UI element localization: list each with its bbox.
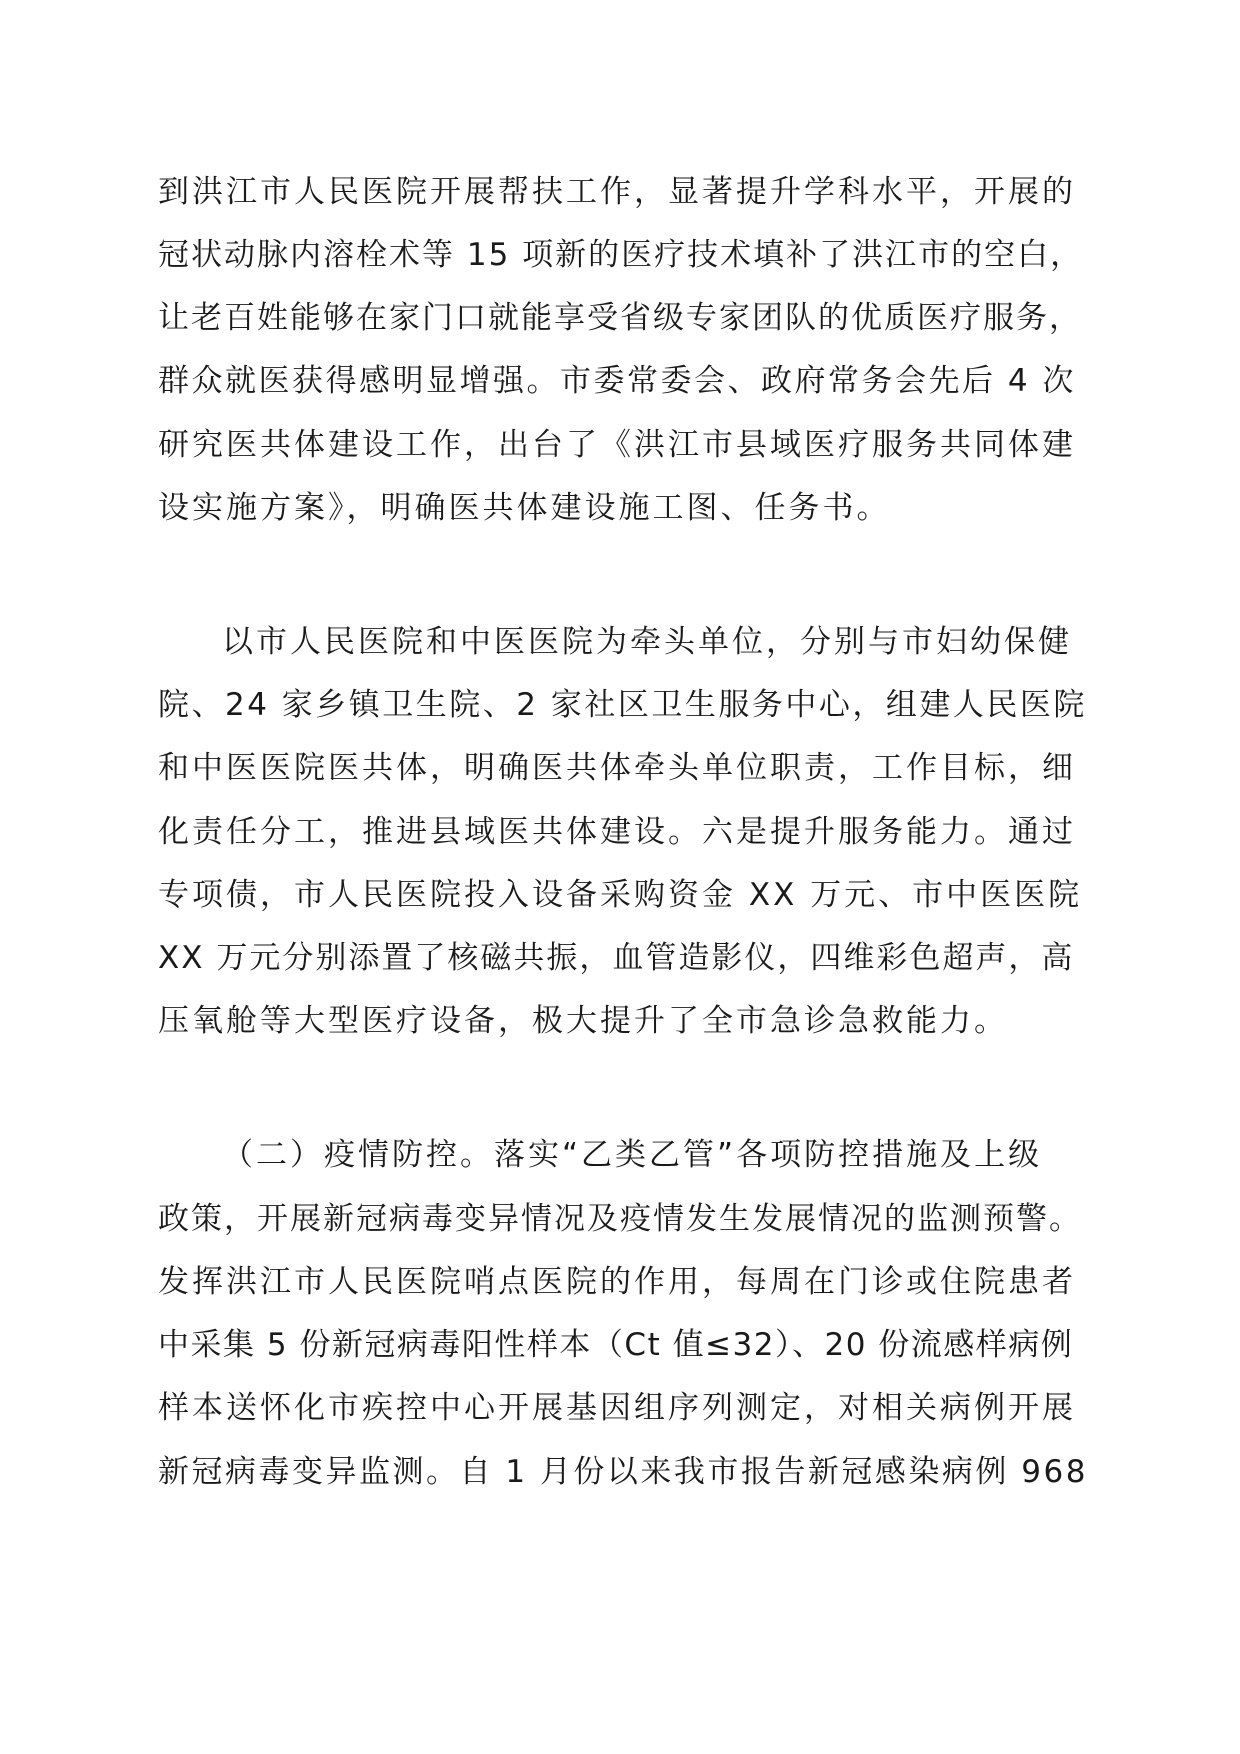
- paragraph-3-line-2: 政策，开展新冠病毒变异情况及疫情发生发展情况的监测预警。: [158, 1201, 1082, 1237]
- paragraph-3-line-6: 新冠病毒变异监测。自 1 月份以来我市报告新冠感染病例 968: [158, 1454, 1088, 1490]
- paragraph-2-line-2: 院、24 家乡镇卫生院、2 家社区卫生服务中心，组建人民医院: [158, 687, 1087, 723]
- paragraph-2-line-7: 压氧舱等大型医疗设备，极大提升了全市急诊急救能力。: [158, 1003, 1008, 1039]
- paragraph-1-line-5: 研究医共体建设工作，出台了《洪江市县域医疗服务共同体建: [158, 427, 1076, 463]
- paragraph-1-line-4: 群众就医获得感明显增强。市委常委会、政府常务会先后 4 次: [158, 363, 1076, 399]
- paragraph-2-line-4: 化责任分工，推进县域医共体建设。六是提升服务能力。通过: [158, 814, 1076, 850]
- paragraph-1-line-6: 设实施方案》，明确医共体建设施工图、任务书。: [158, 490, 891, 526]
- paragraph-1-line-2: 冠状动脉内溶栓术等 15 项新的医疗技术填补了洪江市的空白，: [158, 237, 1084, 273]
- paragraph-2-line-1: 以市人民医院和中医医院为牵头单位，分别与市妇幼保健: [222, 624, 1072, 660]
- paragraph-3-line-4: 中采集 5 份新冠病毒阳性样本（Ct 值≤32）、20 份流感样病例: [158, 1327, 1074, 1363]
- paragraph-2-line-6: XX 万元分别添置了核磁共振，血管造影仪，四维彩色超声，高: [158, 940, 1075, 976]
- paragraph-1-line-3: 让老百姓能够在家门口就能享受省级专家团队的优质医疗服务，: [158, 300, 1082, 336]
- paragraph-3-line-3: 发挥洪江市人民医院哨点医院的作用，每周在门诊或住院患者: [158, 1264, 1076, 1300]
- paragraph-3-line-1: （二）疫情防控。落实“乙类乙管”各项防控措施及上级: [222, 1137, 1043, 1173]
- paragraph-2-line-5: 专项债，市人民医院投入设备采购资金 XX 万元、市中医医院: [158, 877, 1083, 913]
- paragraph-2-line-3: 和中医医院医共体，明确医共体牵头单位职责，工作目标，细: [158, 750, 1076, 786]
- paragraph-3-line-5: 样本送怀化市疾控中心开展基因组序列测定，对相关病例开展: [158, 1390, 1076, 1426]
- paragraph-1-line-1: 到洪江市人民医院开展帮扶工作，显著提升学科水平，开展的: [158, 174, 1076, 210]
